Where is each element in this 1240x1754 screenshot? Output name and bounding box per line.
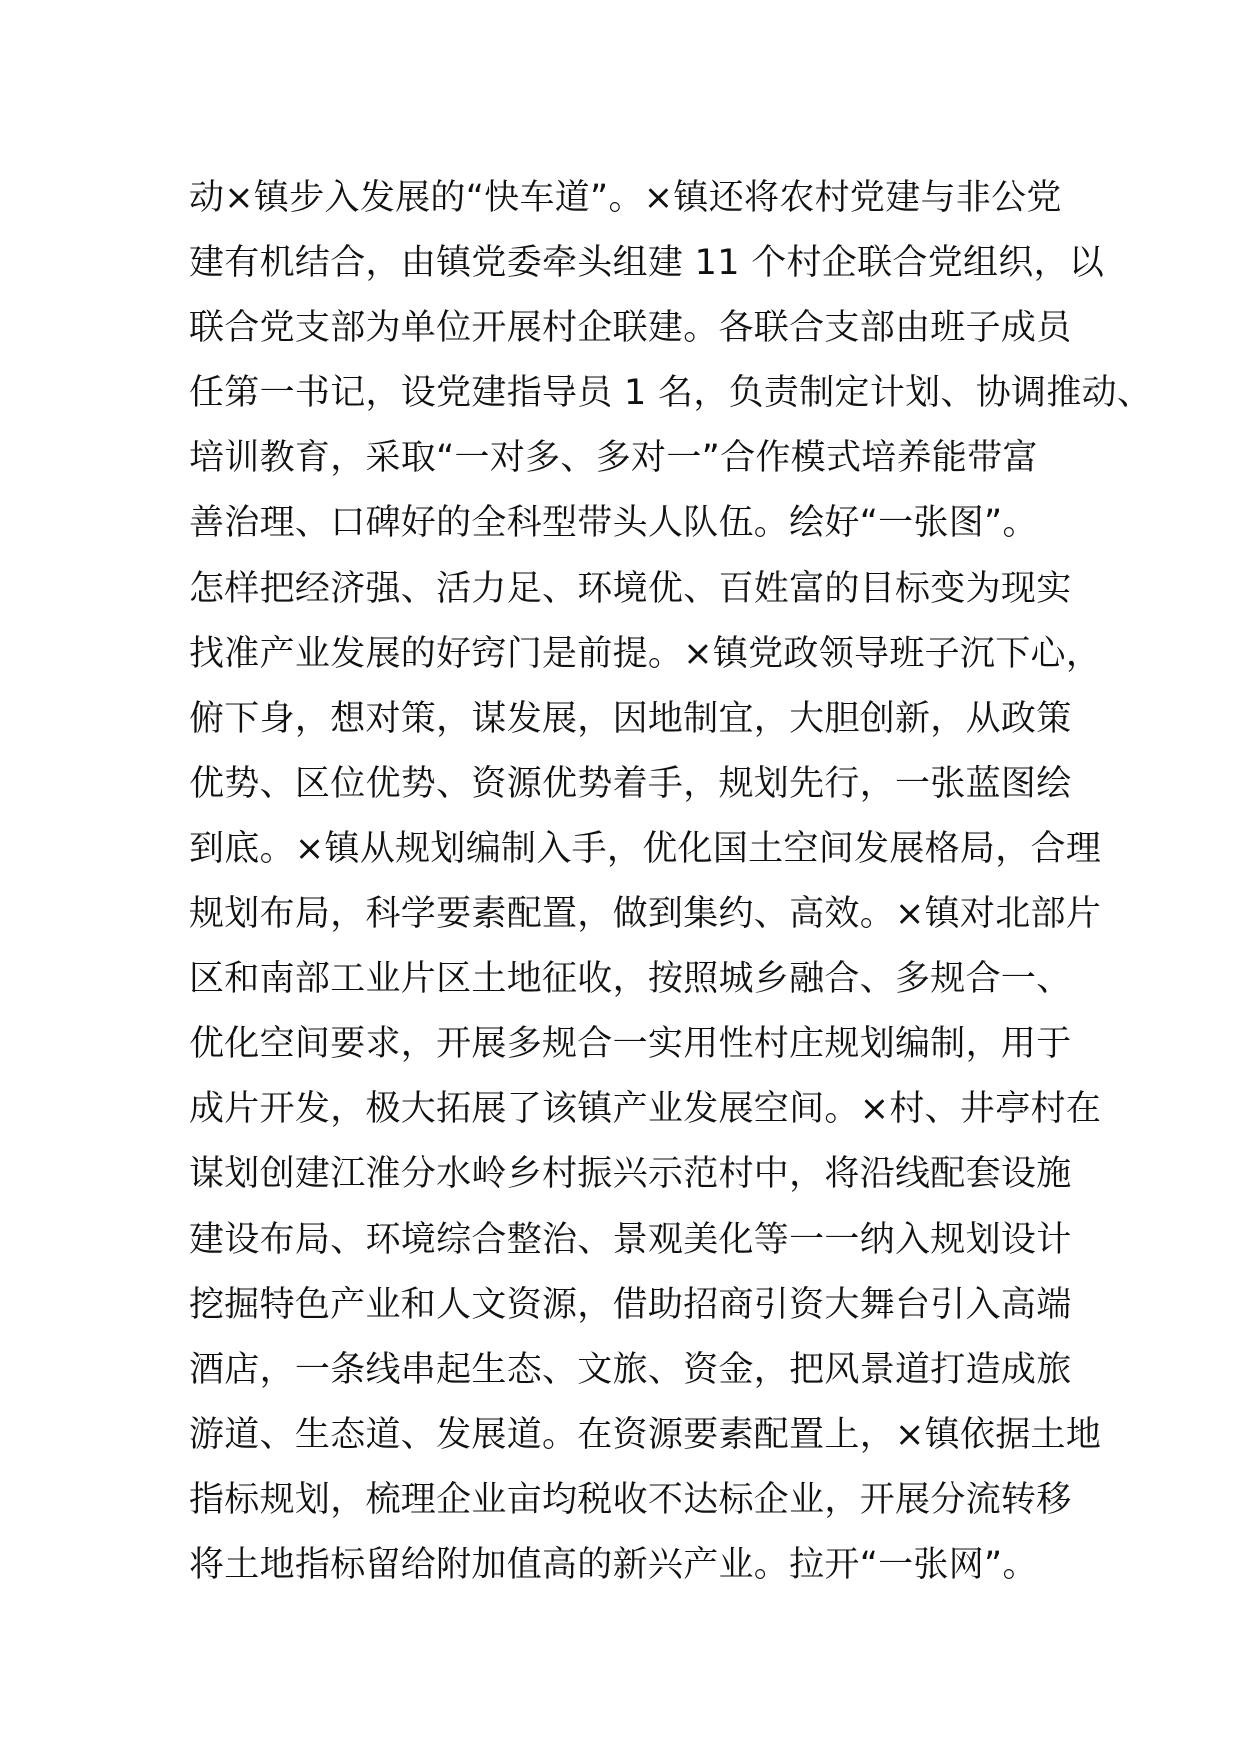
text-line: 到底。×镇从规划编制入手，优化国土空间发展格局，合理 [189,828,1102,869]
text-line: 联合党支部为单位开展村企联建。各联合支部由班子成员 [189,308,1072,349]
text-line: 善治理、口碑好的全科型带头人队伍。绘好“一张图”。 [189,503,1038,544]
text-line: 找准产业发展的好窍门是前提。×镇党政领导班子沉下心， [189,633,1102,674]
body-paragraph [189,166,1153,1598]
text-line: 将土地指标留给附加值高的新兴产业。拉开“一张网”。 [189,1544,1038,1585]
text-line: 指标规划，梳理企业亩均税收不达标企业，开展分流转移 [189,1479,1072,1520]
text-line: 游道、生态道、发展道。在资源要素配置上，×镇依据土地 [189,1414,1102,1455]
text-line: 建设布局、环境综合整治、景观美化等一一纳入规划设计 [189,1219,1072,1260]
text-line: 酒店，一条线串起生态、文旅、资金，把风景道打造成旅 [189,1349,1072,1390]
text-line: 成片开发，极大拓展了该镇产业发展空间。×村、井亭村在 [189,1089,1102,1130]
text-line: 规划布局，科学要素配置，做到集约、高效。×镇对北部片 [189,894,1102,935]
text-line: 优化空间要求，开展多规合一实用性村庄规划编制，用于 [189,1024,1072,1065]
text-line: 区和南部工业片区土地征收，按照城乡融合、多规合一、 [189,959,1072,1000]
text-line: 任第一书记，设党建指导员 1 名，负责制定计划、协调推动、 [189,373,1153,414]
text-line: 挖掘特色产业和人文资源，借助招商引资大舞台引入高端 [189,1284,1072,1325]
text-line: 建有机结合，由镇党委牵头组建 11 个村企联合党组织，以 [189,243,1105,284]
text-line: 怎样把经济强、活力足、环境优、百姓富的目标变为现实 [189,568,1072,609]
text-line: 谋划创建江淮分水岭乡村振兴示范村中，将沿线配套设施 [189,1154,1072,1195]
text-line: 优势、区位优势、资源优势着手，规划先行，一张蓝图绘 [189,763,1072,804]
text-line: 俯下身，想对策，谋发展，因地制宜，大胆创新，从政策 [189,698,1072,739]
text-line: 培训教育，采取“一对多、多对一”合作模式培养能带富 [189,438,1038,479]
text-line: 动×镇步入发展的“快车道”。×镇还将农村党建与非公党 [189,178,1062,218]
